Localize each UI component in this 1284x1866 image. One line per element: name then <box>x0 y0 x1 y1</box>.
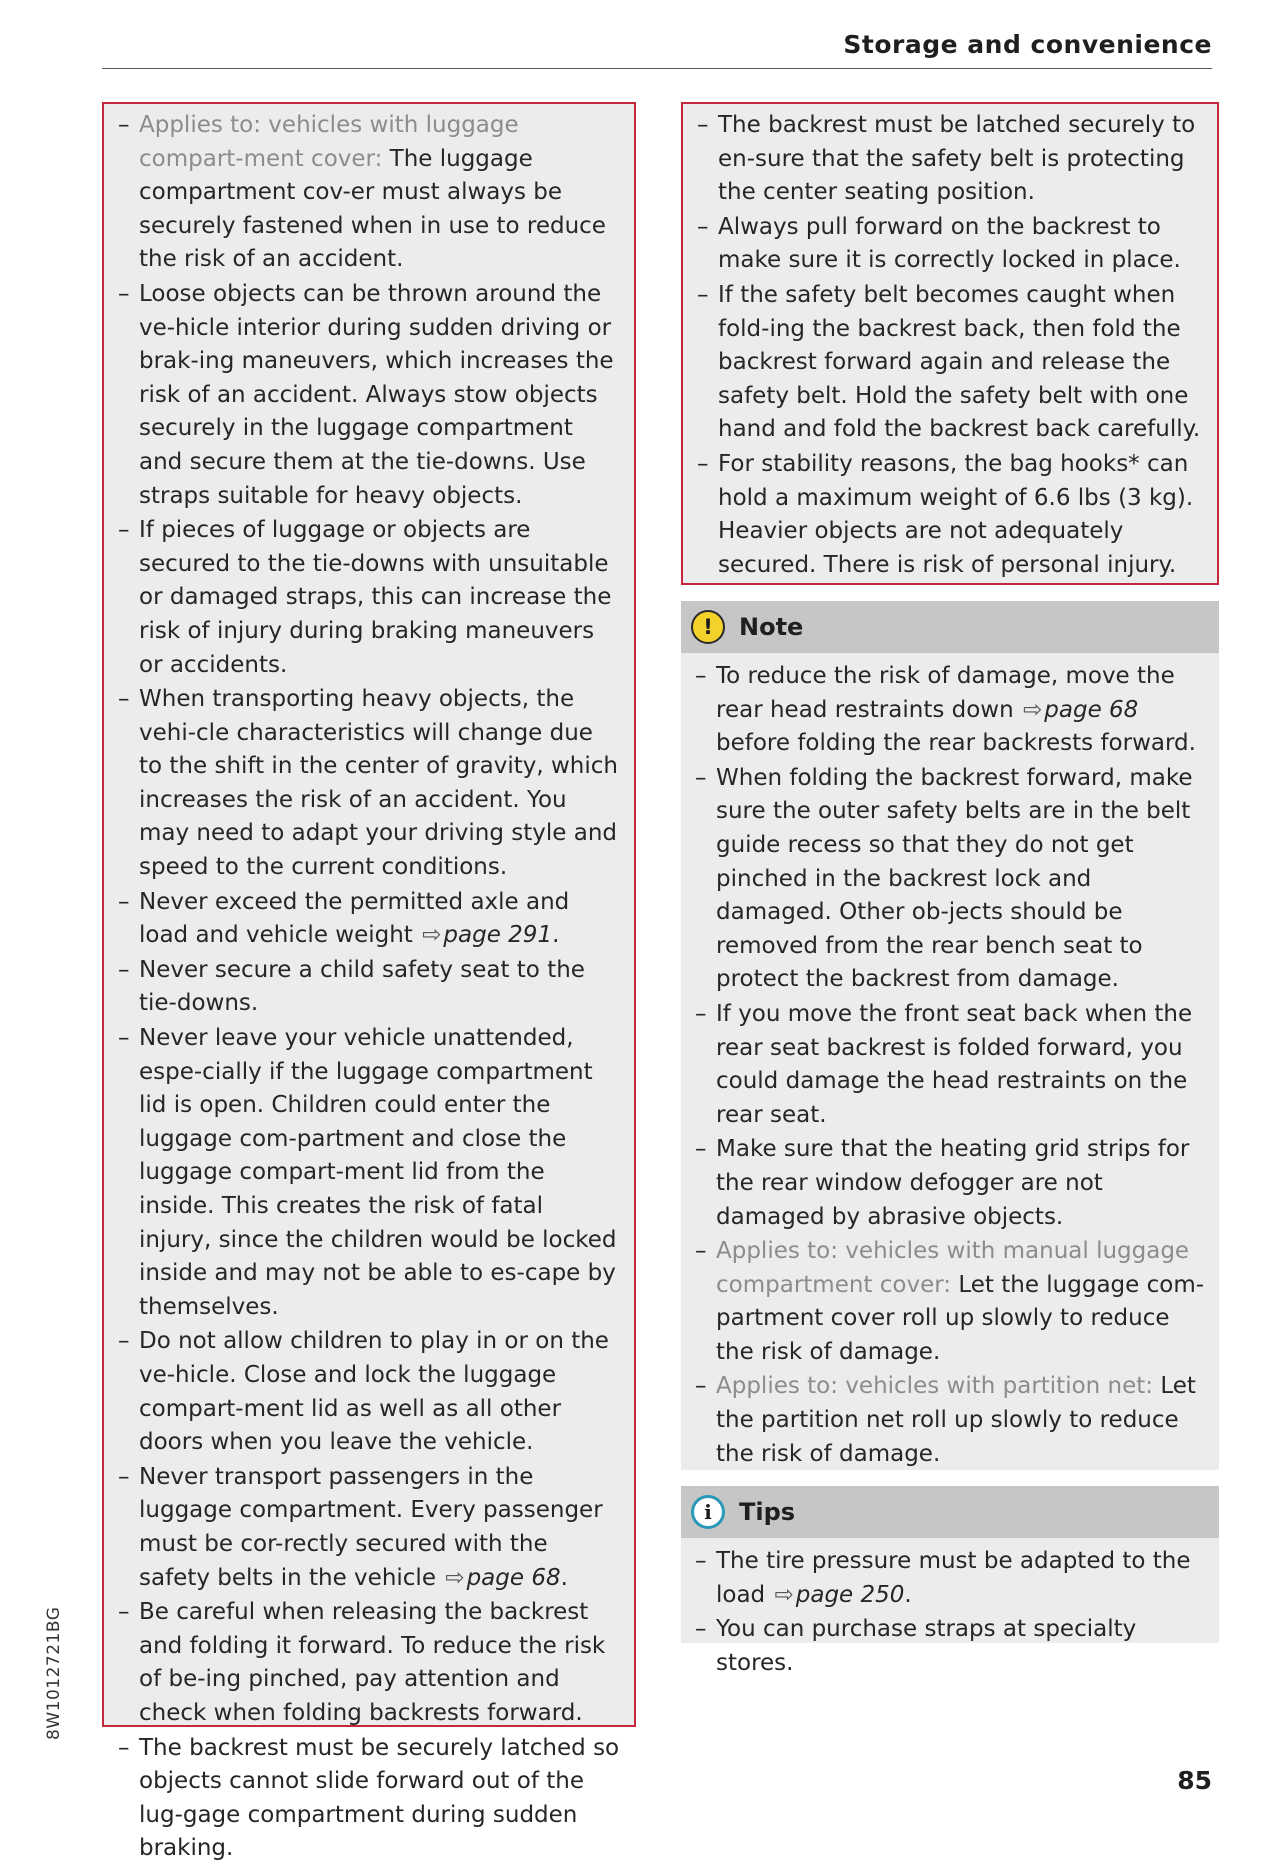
list-item <box>118 1732 622 1866</box>
list-item <box>118 278 622 513</box>
item-text: The luggage compartment cov-er must always be securely fastened when in use to reduce the risk of an accident. <box>139 145 606 273</box>
list-item <box>118 514 622 682</box>
item-text: Do not allow children to play in or on the ve-hicle. Close and lock the luggage compart-ment lid as well as all other doors when you leave the vehicle. <box>139 1328 609 1456</box>
list-item <box>695 1545 1207 1612</box>
list-item <box>697 109 1205 210</box>
item-text: The tire pressure must be adapted to the load <box>716 1548 1191 1608</box>
section-title: Storage and convenience <box>843 30 1212 59</box>
applies-to-label: Applies to: vehicles with manual luggage compartment cover: <box>716 1238 1190 1298</box>
page-link[interactable]: page 68 <box>466 1564 561 1591</box>
warning-list-left <box>118 109 622 1866</box>
item-text: Let the partition net roll up slowly to reduce the risk of damage. <box>716 1373 1196 1467</box>
note-box <box>681 601 1219 1470</box>
item-text: You can purchase straps at specialty stores. <box>716 1616 1137 1676</box>
warning-box-left <box>102 102 636 1862</box>
list-item <box>118 1022 622 1324</box>
list-item <box>697 448 1205 582</box>
exclamation-icon: ! <box>691 610 725 644</box>
list-item <box>118 1325 622 1459</box>
page-link-arrow-icon: ⇨ <box>1023 696 1043 723</box>
list-item <box>695 998 1207 1132</box>
list-item <box>697 279 1205 447</box>
item-text: When folding the backrest forward, make sure the outer safety belts are in the belt guide recess so that they do not get pinched in the backrest lock and damaged. Other ob-jects should be removed from the rear bench seat to protect the backrest from damage. <box>716 764 1193 993</box>
warning-list-right <box>697 109 1205 582</box>
page-link-arrow-icon: ⇨ <box>774 1581 794 1608</box>
list-item <box>695 1370 1207 1471</box>
item-text: Let the luggage com-partment cover roll up slowly to reduce the risk of damage. <box>716 1271 1205 1365</box>
list-item <box>695 660 1207 761</box>
item-text: For stability reasons, the bag hooks* can hold a maximum weight of 6.6 lbs (3 kg). Heavier objects are not adequately secured. There is risk of personal injury. <box>718 450 1194 578</box>
page-link[interactable]: page 250 <box>795 1581 905 1608</box>
page-number: 85 <box>1177 1766 1212 1795</box>
tips-header <box>681 1486 1219 1538</box>
page-link[interactable]: page 68 <box>1044 696 1139 723</box>
item-text: The backrest must be securely latched so objects cannot slide forward out of the lug-gage compartment during sudden braking. <box>139 1734 620 1862</box>
tips-title: Tips <box>739 1498 796 1526</box>
page-link[interactable]: page 291 <box>443 922 553 949</box>
item-text: Never secure a child safety seat to the tie-downs. <box>139 956 585 1017</box>
list-item <box>118 1596 622 1730</box>
list-item <box>695 1235 1207 1369</box>
list-item <box>697 211 1205 278</box>
list-item <box>118 1461 622 1595</box>
note-header <box>681 601 1219 653</box>
info-icon: i <box>691 1495 725 1529</box>
list-item <box>695 1133 1207 1234</box>
header-rule <box>102 68 1212 69</box>
note-title: Note <box>739 613 804 641</box>
tips-list <box>695 1545 1207 1680</box>
item-text: Be careful when releasing the backrest and folding it forward. To reduce the risk of be-ing pinched, pay attention and check when folding backrests forward. <box>139 1599 606 1726</box>
applies-to-label: Applies to: vehicles with partition net: <box>716 1373 1154 1400</box>
item-text: If the safety belt becomes caught when fold-ing the backrest back, then fold the backrest forward again and release the safety belt. Hold the safety belt with one hand and fold the backrest back carefully. <box>718 281 1201 443</box>
list-item <box>695 762 1207 997</box>
item-text: The backrest must be latched securely to en-sure that the safety belt is protecting the center seating position. <box>718 112 1196 206</box>
warning-box-right <box>681 102 1219 585</box>
applies-to-label: Applies to: vehicles with luggage compart-ment cover: <box>139 112 519 172</box>
list-item <box>695 1613 1207 1680</box>
item-suffix: . <box>560 1564 568 1591</box>
item-suffix: . <box>904 1581 912 1608</box>
tips-box <box>681 1486 1219 1676</box>
page-link-arrow-icon: ⇨ <box>445 1564 465 1591</box>
item-text: When transporting heavy objects, the vehi-cle characteristics will change due to the shift in the center of gravity, which increases the risk of an accident. You may need to adapt your driving style and speed to the current conditions. <box>139 686 618 881</box>
item-text: Always pull forward on the backrest to make sure it is correctly locked in place. <box>718 213 1181 274</box>
document-code: 8W1012721BG <box>44 1606 64 1740</box>
item-suffix: . <box>552 922 560 949</box>
page-link-arrow-icon: ⇨ <box>422 922 442 949</box>
item-suffix: before folding the rear backrests forward. <box>716 730 1196 757</box>
item-text: Never exceed the permitted axle and load and vehicle weight <box>139 888 570 949</box>
item-text: If pieces of luggage or objects are secured to the tie-downs with unsuitable or damaged straps, this can increase the risk of injury during braking maneuvers or accidents. <box>139 517 612 678</box>
list-item <box>118 109 622 277</box>
item-text: Loose objects can be thrown around the ve-hicle interior during sudden driving or brak-ing maneuvers, which increases the risk of an accident. Always stow objects securely in the luggage compartment and secure them at the tie-downs. Use straps suitable for heavy objects. <box>139 280 614 509</box>
list-item <box>118 886 622 953</box>
item-text: If you move the front seat back when the rear seat backrest is folded forward, you could damage the head restraints on the rear seat. <box>716 1000 1193 1128</box>
list-item <box>118 683 622 885</box>
list-item <box>118 954 622 1021</box>
note-list <box>695 660 1207 1471</box>
item-text: Never leave your vehicle unattended, espe-cially if the luggage compartment lid is open. Children could enter the luggage com-partment and close the luggage compart-ment lid from the inside. This creates the risk of fatal injury, since the children would be locked inside and may not be able to es-cape by themselves. <box>139 1025 617 1320</box>
item-text: Make sure that the heating grid strips for the rear window defogger are not damaged by abrasive objects. <box>716 1136 1190 1230</box>
item-text: To reduce the risk of damage, move the rear head restraints down <box>716 663 1175 723</box>
item-text: Never transport passengers in the luggage compartment. Every passenger must be cor-rectly secured with the safety belts in the vehicle <box>139 1463 603 1591</box>
